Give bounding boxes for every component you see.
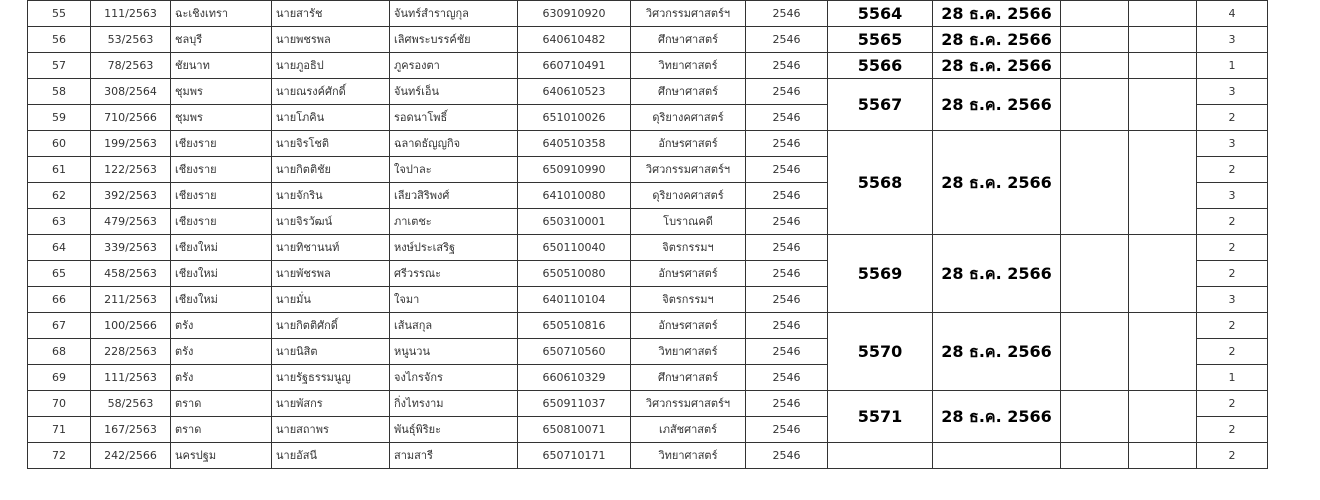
count-cell: 2 [1197, 105, 1268, 131]
document-number: 58/2563 [91, 391, 171, 417]
blank-cell-1 [1061, 27, 1129, 53]
count-cell: 2 [1197, 313, 1268, 339]
blank-cell-1 [1061, 235, 1129, 313]
year-cell: 2546 [746, 209, 828, 235]
row-number: 71 [28, 417, 91, 443]
student-id-cell: 640510358 [518, 131, 631, 157]
table-row [28, 79, 1268, 105]
row-number: 62 [28, 183, 91, 209]
document-number: 458/2563 [91, 261, 171, 287]
count-cell: 2 [1197, 235, 1268, 261]
count-cell: 3 [1197, 79, 1268, 105]
row-number: 63 [28, 209, 91, 235]
order-number-cell [828, 443, 933, 469]
surname-cell: กิ่งไทรงาม [390, 391, 518, 417]
surname-cell: เลิศพระบรรค์ชัย [390, 27, 518, 53]
blank-cell-2 [1129, 235, 1197, 313]
blank-cell-2 [1129, 1, 1197, 27]
order-number-cell: 5571 [828, 391, 933, 443]
year-cell: 2546 [746, 183, 828, 209]
year-cell: 2546 [746, 1, 828, 27]
count-cell: 2 [1197, 261, 1268, 287]
first-name-cell: นายจิรวัฒน์ [272, 209, 390, 235]
first-name-cell: นายกิตติศักดิ์ [272, 313, 390, 339]
issue-date-cell: 28 ธ.ค. 2566 [933, 53, 1061, 79]
year-cell: 2546 [746, 313, 828, 339]
student-id-cell: 650510816 [518, 313, 631, 339]
blank-cell-1 [1061, 1, 1129, 27]
row-number: 59 [28, 105, 91, 131]
province-cell: ตรัง [171, 339, 272, 365]
student-id-cell: 660610329 [518, 365, 631, 391]
count-cell: 2 [1197, 157, 1268, 183]
student-id-cell: 650710560 [518, 339, 631, 365]
first-name-cell: นายณรงค์ศักดิ์ [272, 79, 390, 105]
faculty-cell: อักษรศาสตร์ [631, 313, 746, 339]
blank-cell-2 [1129, 27, 1197, 53]
surname-cell: จันทร์เอ็น [390, 79, 518, 105]
surname-cell: หนูนวน [390, 339, 518, 365]
count-cell: 1 [1197, 365, 1268, 391]
first-name-cell: นายมั่น [272, 287, 390, 313]
province-cell: เชียงราย [171, 131, 272, 157]
blank-cell-2 [1129, 391, 1197, 443]
student-id-cell: 650911037 [518, 391, 631, 417]
document-number: 122/2563 [91, 157, 171, 183]
row-number: 65 [28, 261, 91, 287]
surname-cell: สามสารี [390, 443, 518, 469]
province-cell: เชียงราย [171, 157, 272, 183]
province-cell: ตรัง [171, 365, 272, 391]
surname-cell: ภูครองตา [390, 53, 518, 79]
faculty-cell: อักษรศาสตร์ [631, 261, 746, 287]
first-name-cell: นายพัสกร [272, 391, 390, 417]
faculty-cell: วิศวกรรมศาสตร์ฯ [631, 1, 746, 27]
row-number: 69 [28, 365, 91, 391]
province-cell: ชัยนาท [171, 53, 272, 79]
province-cell: ตราด [171, 391, 272, 417]
surname-cell: เส้นสกุล [390, 313, 518, 339]
province-cell: เชียงใหม่ [171, 235, 272, 261]
province-cell: ตราด [171, 417, 272, 443]
faculty-cell: ศึกษาศาสตร์ [631, 27, 746, 53]
blank-cell-2 [1129, 79, 1197, 131]
surname-cell: เลียวสิริพงศ์ [390, 183, 518, 209]
order-number-cell: 5564 [828, 1, 933, 27]
row-number: 57 [28, 53, 91, 79]
student-id-cell: 640110104 [518, 287, 631, 313]
first-name-cell: นายอัสนี [272, 443, 390, 469]
year-cell: 2546 [746, 339, 828, 365]
count-cell: 3 [1197, 287, 1268, 313]
issue-date-cell: 28 ธ.ค. 2566 [933, 313, 1061, 391]
document-number: 53/2563 [91, 27, 171, 53]
first-name-cell: นายนิสิต [272, 339, 390, 365]
issue-date-cell [933, 443, 1061, 469]
row-number: 68 [28, 339, 91, 365]
blank-cell-2 [1129, 131, 1197, 235]
row-number: 64 [28, 235, 91, 261]
blank-cell-1 [1061, 313, 1129, 391]
surname-cell: หงษ์ประเสริฐ [390, 235, 518, 261]
table-row [28, 443, 1268, 469]
row-number: 55 [28, 1, 91, 27]
document-number: 392/2563 [91, 183, 171, 209]
row-number: 67 [28, 313, 91, 339]
student-id-cell: 650710171 [518, 443, 631, 469]
order-number-cell: 5568 [828, 131, 933, 235]
faculty-cell: โบราณคดี [631, 209, 746, 235]
surname-cell: ศรีวรรณะ [390, 261, 518, 287]
year-cell: 2546 [746, 157, 828, 183]
student-id-cell: 650110040 [518, 235, 631, 261]
document-number: 479/2563 [91, 209, 171, 235]
student-id-cell: 650310001 [518, 209, 631, 235]
document-number: 242/2566 [91, 443, 171, 469]
surname-cell: จงไกรจักร [390, 365, 518, 391]
count-cell: 2 [1197, 443, 1268, 469]
order-number-cell: 5570 [828, 313, 933, 391]
province-cell: เชียงราย [171, 209, 272, 235]
province-cell: เชียงใหม่ [171, 261, 272, 287]
year-cell: 2546 [746, 443, 828, 469]
count-cell: 2 [1197, 391, 1268, 417]
province-cell: เชียงราย [171, 183, 272, 209]
first-name-cell: นายสถาพร [272, 417, 390, 443]
blank-cell-1 [1061, 131, 1129, 235]
faculty-cell: วิศวกรรมศาสตร์ฯ [631, 391, 746, 417]
first-name-cell: นายรัฐธรรมนูญ [272, 365, 390, 391]
first-name-cell: นายภูอธิป [272, 53, 390, 79]
first-name-cell: นายสารัช [272, 1, 390, 27]
faculty-cell: วิศวกรรมศาสตร์ฯ [631, 157, 746, 183]
row-number: 70 [28, 391, 91, 417]
faculty-cell: วิทยาศาสตร์ [631, 339, 746, 365]
year-cell: 2546 [746, 365, 828, 391]
province-cell: ตรัง [171, 313, 272, 339]
issue-date-cell: 28 ธ.ค. 2566 [933, 79, 1061, 131]
faculty-cell: ศึกษาศาสตร์ [631, 365, 746, 391]
table-row [28, 313, 1268, 339]
blank-cell-2 [1129, 443, 1197, 469]
faculty-cell: วิทยาศาสตร์ [631, 53, 746, 79]
province-cell: นครปฐม [171, 443, 272, 469]
year-cell: 2546 [746, 105, 828, 131]
issue-date-cell: 28 ธ.ค. 2566 [933, 391, 1061, 443]
faculty-cell: จิตรกรรมฯ [631, 235, 746, 261]
count-cell: 2 [1197, 417, 1268, 443]
first-name-cell: นายจิรโชติ [272, 131, 390, 157]
year-cell: 2546 [746, 235, 828, 261]
row-number: 61 [28, 157, 91, 183]
province-cell: ชุมพร [171, 105, 272, 131]
faculty-cell: จิตรกรรมฯ [631, 287, 746, 313]
count-cell: 3 [1197, 183, 1268, 209]
document-number: 211/2563 [91, 287, 171, 313]
student-id-cell: 650510080 [518, 261, 631, 287]
faculty-cell: อักษรศาสตร์ [631, 131, 746, 157]
surname-cell: ใจมา [390, 287, 518, 313]
row-number: 66 [28, 287, 91, 313]
province-cell: เชียงใหม่ [171, 287, 272, 313]
blank-cell-2 [1129, 53, 1197, 79]
student-id-cell: 660710491 [518, 53, 631, 79]
year-cell: 2546 [746, 53, 828, 79]
surname-cell: ฉลาดธัญญกิจ [390, 131, 518, 157]
surname-cell: ใจปาละ [390, 157, 518, 183]
first-name-cell: นายทิชานนท์ [272, 235, 390, 261]
document-number: 111/2563 [91, 1, 171, 27]
year-cell: 2546 [746, 417, 828, 443]
year-cell: 2546 [746, 79, 828, 105]
count-cell: 3 [1197, 27, 1268, 53]
count-cell: 1 [1197, 53, 1268, 79]
document-number: 228/2563 [91, 339, 171, 365]
count-cell: 3 [1197, 131, 1268, 157]
faculty-cell: วิทยาศาสตร์ [631, 443, 746, 469]
first-name-cell: นายจักริน [272, 183, 390, 209]
surname-cell: พันธุ์พิริยะ [390, 417, 518, 443]
student-id-cell: 650810071 [518, 417, 631, 443]
table-row [28, 131, 1268, 157]
blank-cell-1 [1061, 391, 1129, 443]
document-number: 339/2563 [91, 235, 171, 261]
order-number-cell: 5565 [828, 27, 933, 53]
blank-cell-1 [1061, 443, 1129, 469]
faculty-cell: ดุริยางคศาสตร์ [631, 183, 746, 209]
faculty-cell: ศึกษาศาสตร์ [631, 79, 746, 105]
year-cell: 2546 [746, 391, 828, 417]
student-id-cell: 640610482 [518, 27, 631, 53]
year-cell: 2546 [746, 261, 828, 287]
records-table [27, 0, 1268, 469]
document-number: 111/2563 [91, 365, 171, 391]
student-id-cell: 641010080 [518, 183, 631, 209]
faculty-cell: เภสัชศาสตร์ [631, 417, 746, 443]
province-cell: ฉะเชิงเทรา [171, 1, 272, 27]
count-cell: 2 [1197, 339, 1268, 365]
order-number-cell: 5567 [828, 79, 933, 131]
table-row [28, 235, 1268, 261]
row-number: 72 [28, 443, 91, 469]
document-number: 710/2566 [91, 105, 171, 131]
student-id-cell: 651010026 [518, 105, 631, 131]
table-row [28, 27, 1268, 53]
row-number: 58 [28, 79, 91, 105]
table-row [28, 1, 1268, 27]
issue-date-cell: 28 ธ.ค. 2566 [933, 235, 1061, 313]
faculty-cell: ดุริยางคศาสตร์ [631, 105, 746, 131]
surname-cell: ภาเตชะ [390, 209, 518, 235]
document-number: 308/2564 [91, 79, 171, 105]
student-id-cell: 640610523 [518, 79, 631, 105]
blank-cell-1 [1061, 79, 1129, 131]
first-name-cell: นายพัชรพล [272, 261, 390, 287]
year-cell: 2546 [746, 287, 828, 313]
row-number: 60 [28, 131, 91, 157]
issue-date-cell: 28 ธ.ค. 2566 [933, 27, 1061, 53]
surname-cell: รอดนาโพธิ์ [390, 105, 518, 131]
document-number: 199/2563 [91, 131, 171, 157]
document-number: 100/2566 [91, 313, 171, 339]
blank-cell-1 [1061, 53, 1129, 79]
row-number: 56 [28, 27, 91, 53]
province-cell: ชุมพร [171, 79, 272, 105]
issue-date-cell: 28 ธ.ค. 2566 [933, 1, 1061, 27]
order-number-cell: 5566 [828, 53, 933, 79]
student-id-cell: 650910990 [518, 157, 631, 183]
issue-date-cell: 28 ธ.ค. 2566 [933, 131, 1061, 235]
table-row [28, 53, 1268, 79]
province-cell: ชลบุรี [171, 27, 272, 53]
student-id-cell: 630910920 [518, 1, 631, 27]
count-cell: 2 [1197, 209, 1268, 235]
first-name-cell: นายโภคิน [272, 105, 390, 131]
document-number: 78/2563 [91, 53, 171, 79]
first-name-cell: นายพชรพล [272, 27, 390, 53]
year-cell: 2546 [746, 27, 828, 53]
year-cell: 2546 [746, 131, 828, 157]
table-row [28, 391, 1268, 417]
first-name-cell: นายกิตติชัย [272, 157, 390, 183]
records-sheet [27, 0, 1268, 469]
order-number-cell: 5569 [828, 235, 933, 313]
count-cell: 4 [1197, 1, 1268, 27]
surname-cell: จันทร์สำราญกุล [390, 1, 518, 27]
document-number: 167/2563 [91, 417, 171, 443]
blank-cell-2 [1129, 313, 1197, 391]
